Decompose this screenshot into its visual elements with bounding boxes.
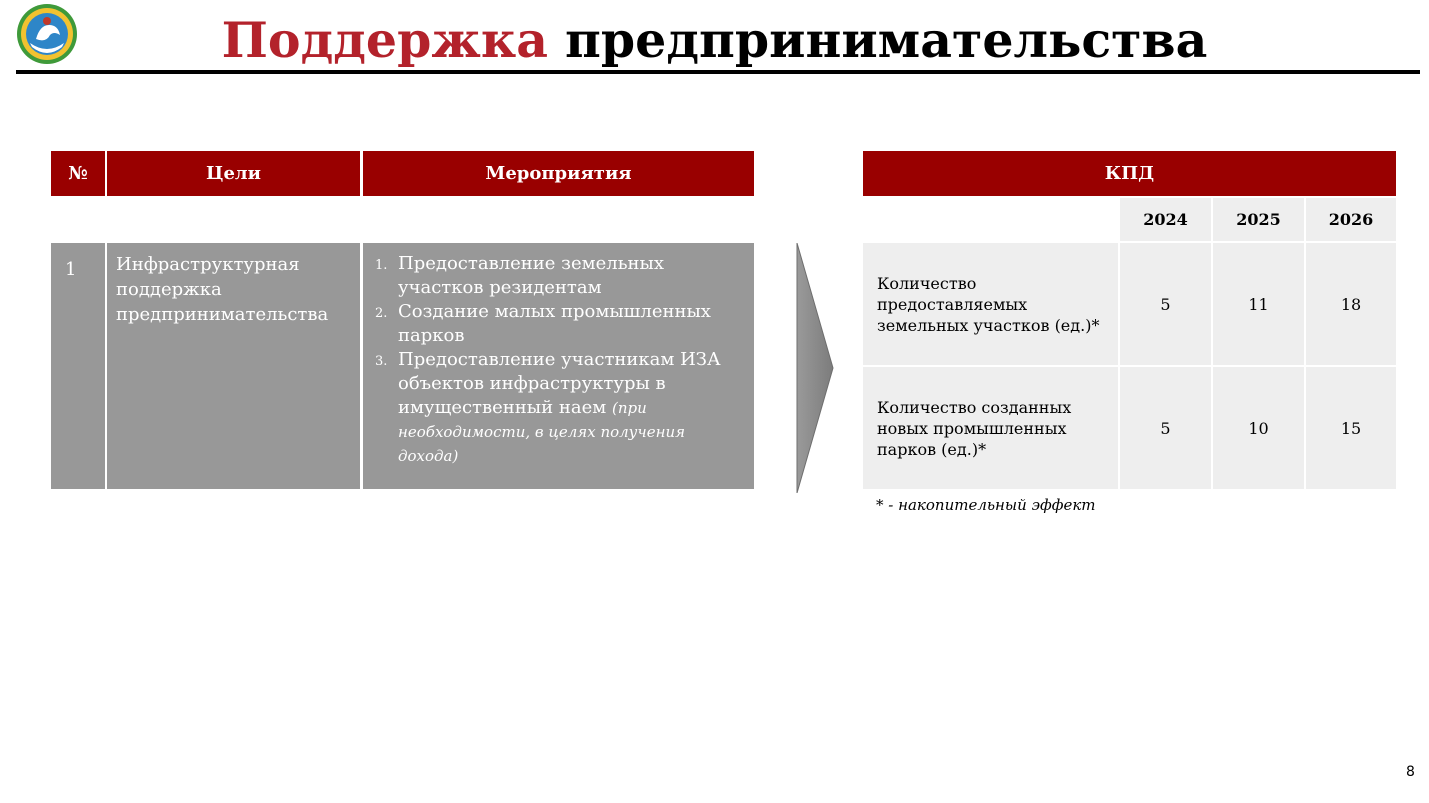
list-item [375,348,744,468]
kpd-header: КПД [863,151,1396,196]
city-emblem-icon [16,3,78,65]
item-number: 2. [375,306,388,321]
kpd-row-label: Количество предоставляемых земельных участков (ед.)* [863,243,1118,365]
header-activities: Мероприятия [363,151,754,196]
item-number: 1. [375,258,388,273]
kpd-value: 5 [1120,243,1211,365]
footnote: * - накопительный эффект [876,496,1096,514]
kpd-value: 11 [1213,243,1304,365]
item-text: Предоставление участникам ИЗА объектов инфраструктуры в имущественный наем [398,349,721,418]
item-text: Предоставление земельных участков резидентам [398,253,664,298]
chevron-right-arrow-icon [796,243,834,493]
title-underline [16,70,1420,74]
year-header: 2026 [1306,198,1396,241]
item-note: (при необходимости, в целях получения дохода) [398,399,686,465]
year-header: 2024 [1120,198,1211,241]
activities-cell [363,243,754,489]
kpd-value: 18 [1306,243,1396,365]
kpd-value: 15 [1306,367,1396,489]
list-item [375,300,744,348]
kpd-value: 10 [1213,367,1304,489]
kpd-value: 5 [1120,367,1211,489]
item-text-wrap [398,348,744,468]
page-number: 8 [1406,764,1415,780]
row-number: 1 [51,243,105,489]
header-goals: Цели [107,151,360,196]
page-title [130,6,1299,74]
goal-cell: Инфраструктурная поддержка предпринимательства [107,243,360,489]
title-rest: предпринимательства [565,11,1208,69]
item-number: 3. [375,354,388,369]
list-item [375,252,744,300]
kpd-row-label: Количество созданных новых промышленных парков (ед.)* [863,367,1118,489]
year-header: 2025 [1213,198,1304,241]
title-accent: Поддержка [221,11,548,69]
activities-list [375,252,744,468]
item-text: Создание малых промышленных парков [398,301,711,346]
header-num: № [51,151,105,196]
